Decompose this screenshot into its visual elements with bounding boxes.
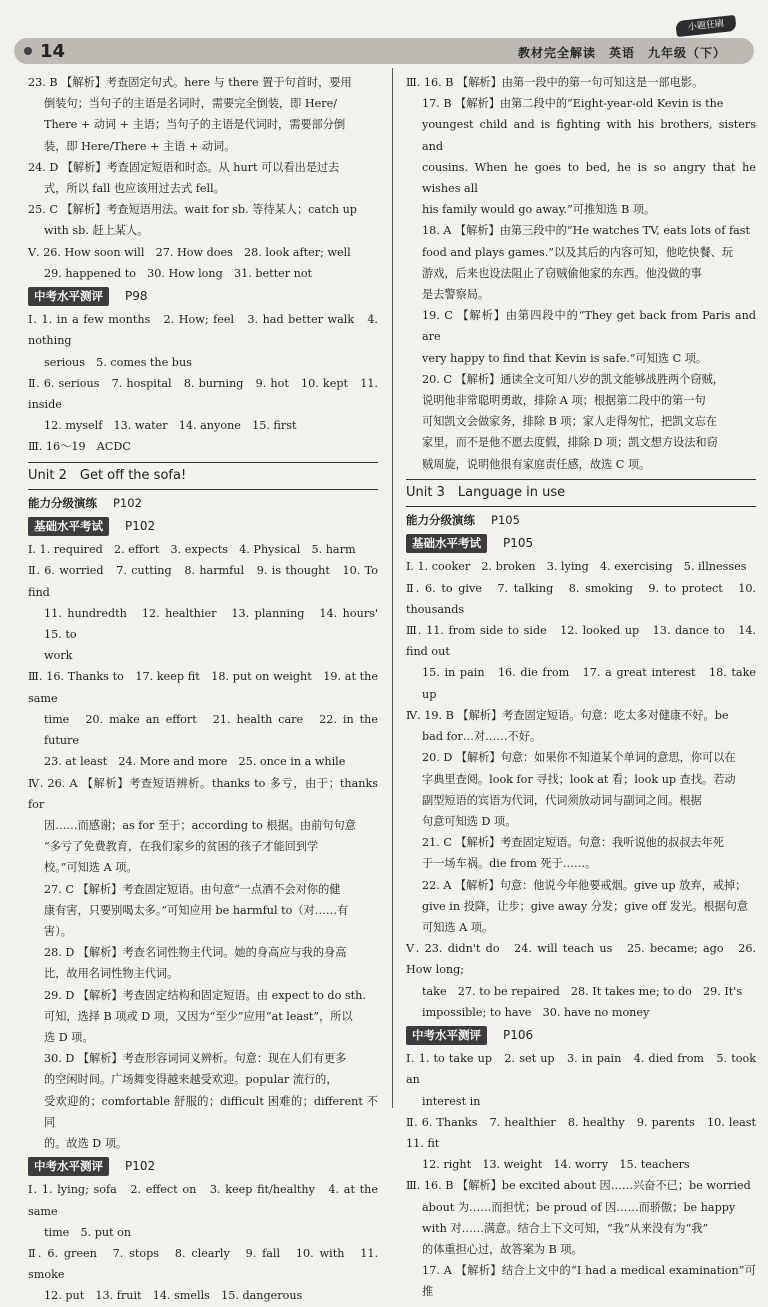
answer-line: 游戏，后来也设法阻止了窃贼偷他家的东西。他没做的事 <box>422 266 702 280</box>
answer-line: with 对……满意。结合上下文可知，“我”从来没有为“我” <box>422 1221 709 1235</box>
unit-title: Unit 3 Language in use <box>406 479 756 507</box>
answer-line: Ⅲ. 16～19 ACDC <box>28 440 131 454</box>
section-label: 中考水平测评 <box>28 287 109 306</box>
answer-line: 29. happened to 30. How long 31. better not <box>44 266 313 280</box>
subsection-label: 能力分级演练 <box>28 495 97 510</box>
column-divider <box>392 68 393 1108</box>
section-label: 基础水平考试 <box>406 534 487 553</box>
section-label: 中考水平测评 <box>28 1157 109 1176</box>
answer-line: Ⅱ. 6. Thanks 7. healthier 8. healthy 9. parents 10. least 11. fit <box>406 1115 768 1150</box>
answer-line: 倒装句；当句子的主语是名词时，需要完全倒装，即 Here/ <box>44 97 337 111</box>
section-page-ref: P98 <box>125 289 148 304</box>
answer-line: Ⅲ. 16. Thanks to 17. keep fit 18. put on weight 19. at the same <box>28 670 378 705</box>
section-label: 中考水平测评 <box>406 1026 487 1045</box>
section-heading <box>28 1156 378 1177</box>
answer-line: 式，所以 fall 也应该用过去式 fell。 <box>44 182 225 196</box>
answer-line: Ⅰ. 1. required 2. effort 3. expects 4. Physical 5. harm <box>28 543 356 557</box>
answer-line: 11. hundredth 12. healthier 13. planning 14. hours' 15. to <box>44 606 390 642</box>
section-page-ref: P106 <box>503 1027 534 1042</box>
subsection-heading <box>406 510 756 531</box>
answer-line: 句意可知选 D 项。 <box>422 814 517 828</box>
answer-line: about 为……而担忧；be proud of 因……而骄傲；be happy <box>422 1200 736 1214</box>
answer-line: Ⅱ. 6. serious 7. hospital 8. burning 9. hot 10. kept 11. inside <box>28 376 378 412</box>
answer-line: 字典里查阅。look for 寻找；look at 看；look up 查找。若动 <box>422 772 736 786</box>
answer-line: 27. C 【解析】考查固定短语。由句意“一点酒不会对你的健 <box>44 882 341 896</box>
answer-line: interest in <box>422 1094 481 1108</box>
answer-line: 12. right 13. weight 14. worry 15. teachers <box>422 1158 690 1172</box>
answer-line: 害）。 <box>44 924 72 938</box>
answer-line: cousins. When he goes to bed, he is so angry that he wishes all <box>422 160 756 196</box>
right-column <box>406 72 768 1303</box>
subsection-label: 能力分级演练 <box>406 513 475 528</box>
answer-line: 可知凯文会做家务，排除 B 项；家人走得匆忙，把凯文忘在 <box>422 415 718 429</box>
answer-line: Ⅲ. 16. B 【解析】由第一段中的第一句可知这是一部电影。 <box>406 76 704 89</box>
answer-line: youngest child and is fighting with his brothers, sisters and <box>422 118 756 153</box>
section-page-ref: P105 <box>503 536 534 551</box>
answer-line: time 20. make an effort 21. health care 22. in the future <box>44 712 378 748</box>
answer-line: 家里，而不是他不愿去度假，排除 D 项；凯文想方设法和窃 <box>422 436 718 450</box>
answer-line: time 5. put on <box>44 1225 132 1239</box>
answer-line: 是去警察局。 <box>422 288 490 302</box>
logo-badge: 小题狂刷 <box>675 15 736 37</box>
answer-line: 12. put 13. fruit 14. smells 15. dangerous <box>44 1289 303 1303</box>
page-number: 14 <box>40 41 66 62</box>
answer-line: 康有害，只要别喝太多。”可知应用 be harmful to（对……有 <box>44 903 349 917</box>
answer-line: work <box>44 649 73 663</box>
answer-line: 21. C 【解析】考查固定短语。句意：我听说他的叔叔去年死 <box>422 836 724 850</box>
answer-line: take 27. to be repaired 28. It takes me; to do 29. It's <box>422 984 743 998</box>
answer-line: 28. D 【解析】考查名词性物主代词。她的身高应与我的身高 <box>44 946 347 960</box>
answer-line: Ⅳ. 26. A 【解析】考查短语辨析。thanks to 多亏，由于；thanks for <box>28 776 378 811</box>
answer-line: Ⅰ. 1. cooker 2. broken 3. lying 4. exercising 5. illnesses <box>406 560 747 574</box>
answer-line: “多亏了免费教育，在我们家乡的贫困的孩子才能回到学 <box>44 840 319 854</box>
answer-line: Ⅴ. 23. didn't do 24. will teach us 25. became; ago 26. How long; <box>406 942 756 977</box>
book-title: 教材完全解读 英语 九年级（下） <box>518 46 727 60</box>
answer-line: 12. myself 13. water 14. anyone 15. first <box>44 419 297 433</box>
answer-line: 的体重担心过，故答案为 B 项。 <box>422 1242 583 1256</box>
answer-line: 20. C 【解析】通读全文可知八岁的凯文能够战胜两个窃贼， <box>422 372 724 386</box>
header-dot-icon <box>24 47 32 55</box>
answer-line: 副型短语的宾语为代词，代词须放动词与副词之间。根据 <box>422 793 702 807</box>
answer-line: 于一场车祸。die from 死于……。 <box>422 857 597 871</box>
answer-line: 的。故选 D 项。 <box>44 1136 128 1150</box>
subsection-page-ref: P102 <box>113 495 142 510</box>
answer-line: impossible; to have 30. have no money <box>422 1005 650 1019</box>
answer-line: 30. D 【解析】考查形容词词义辨析。句意：现在人们有更多 <box>44 1052 347 1066</box>
section-heading <box>406 533 756 554</box>
answer-line: Ⅰ. 1. in a few months 2. How; feel 3. had better walk 4. nothing <box>28 313 378 348</box>
answer-line: very happy to find that Kevin is safe.”可知选 C 项。 <box>422 351 708 365</box>
answer-line: Ⅱ. 6. green 7. stops 8. clearly 9. fall 10. with 11. smoke <box>28 1246 378 1282</box>
answer-line: 选 D 项。 <box>44 1030 94 1044</box>
answer-line: 25. C 【解析】考查短语用法。wait for sb. 等待某人；catch up <box>28 203 357 217</box>
answer-line: 的空闲时间。广场舞变得越来越受欢迎。popular 流行的， <box>44 1073 338 1087</box>
answer-line: 校。”可知选 A 项。 <box>44 861 138 875</box>
answer-line: 23. at least 24. More and more 25. once in a while <box>44 755 346 769</box>
subsection-page-ref: P105 <box>491 513 520 528</box>
answer-line: Ⅱ. 6. worried 7. cutting 8. harmful 9. is thought 10. To find <box>28 564 378 599</box>
answer-line: 19. C 【解析】由第四段中的“They get back from Paris and are <box>422 309 756 344</box>
answer-line: 24. D 【解析】考查固定短语和时态。从 hurt 可以看出是过去 <box>28 160 340 174</box>
section-heading <box>406 1025 756 1046</box>
left-column <box>28 72 390 1307</box>
answer-line: 20. D 【解析】句意：如果你不知道某个单词的意思，你可以在 <box>422 751 736 765</box>
section-page-ref: P102 <box>125 1159 156 1174</box>
section-page-ref: P102 <box>125 519 156 534</box>
answer-line: his family would go away.”可推知选 B 项。 <box>422 203 656 217</box>
answer-line: Ⅰ. 1. to take up 2. set up 3. in pain 4. died from 5. took an <box>406 1052 756 1087</box>
answer-line: 因……而感谢；as for 至于；according to 根据。由前句句意 <box>44 818 356 832</box>
answer-line: 22. A 【解析】句意：他说今年他要戒烟。give up 放弃，戒掉； <box>422 878 747 892</box>
section-heading <box>28 516 378 537</box>
answer-line: 18. A 【解析】由第三段中的“He watches TV, eats lots of fast <box>422 224 751 238</box>
answer-line: 受欢迎的；comfortable 舒服的；difficult 困难的；different 不同 <box>44 1094 378 1129</box>
answer-line: 比，故用名词性物主代词。 <box>44 967 179 981</box>
answer-line: 装，即 Here/There + 主语 + 动词。 <box>44 139 236 153</box>
answer-line: 可知，选择 B 项或 D 项，又因为“至少”应用“at least”，所以 <box>44 1009 353 1023</box>
answer-line: serious 5. comes the bus <box>44 355 192 369</box>
subsection-heading <box>28 493 378 514</box>
answer-line: Ⅱ. 6. to give 7. talking 8. smoking 9. to protect 10. thousands <box>406 581 756 616</box>
section-heading <box>28 286 378 307</box>
answer-line: 说明他非常聪明勇敢，排除 A 项；根据第二段中的第一句 <box>422 394 706 408</box>
answer-line: bad for…对……不好。 <box>422 730 542 744</box>
answer-line: 贼周旋，说明他很有家庭责任感，故选 C 项。 <box>422 457 651 471</box>
answer-line: Ⅴ. 26. How soon will 27. How does 28. look after; well <box>28 245 351 259</box>
answer-line: There + 动词 + 主语；当句子的主语是代词时，需要部分倒 <box>44 118 346 132</box>
answer-line: 17. A 【解析】结合上文中的“I had a medical examination”可推 <box>422 1264 756 1299</box>
unit-title: Unit 2 Get off the sofa! <box>28 462 378 490</box>
answer-line: 29. D 【解析】考查固定结构和固定短语。由 expect to do sth. <box>44 988 366 1002</box>
answer-line: 15. in pain 16. die from 17. a great interest 18. take up <box>422 666 756 701</box>
section-label: 基础水平考试 <box>28 517 109 536</box>
answer-line: 23. B 【解析】考查固定句式。here 与 there 置于句首时，要用 <box>28 76 352 89</box>
answer-line: Ⅰ. 1. lying; sofa 2. effect on 3. keep fit/healthy 4. at the same <box>28 1183 378 1218</box>
answer-line: food and plays games.”以及其后的内容可知，他吃快餐、玩 <box>422 245 734 259</box>
answer-line: Ⅲ. 16. B 【解析】be excited about 因……兴奋不已；be worried <box>406 1179 751 1193</box>
answer-line: give in 投降，让步；give away 分发；give off 发光。根据句意 <box>422 899 749 913</box>
answer-line: Ⅳ. 19. B 【解析】考查固定短语。句意：吃太多对健康不好。be <box>406 708 729 722</box>
answer-line: with sb. 赶上某人。 <box>44 224 149 238</box>
answer-line: 17. B 【解析】由第二段中的“Eight-year-old Kevin is the <box>422 97 724 111</box>
answer-line: 可知选 A 项。 <box>422 920 494 934</box>
answer-line: Ⅲ. 11. from side to side 12. looked up 13. dance to 14. find out <box>406 624 756 659</box>
